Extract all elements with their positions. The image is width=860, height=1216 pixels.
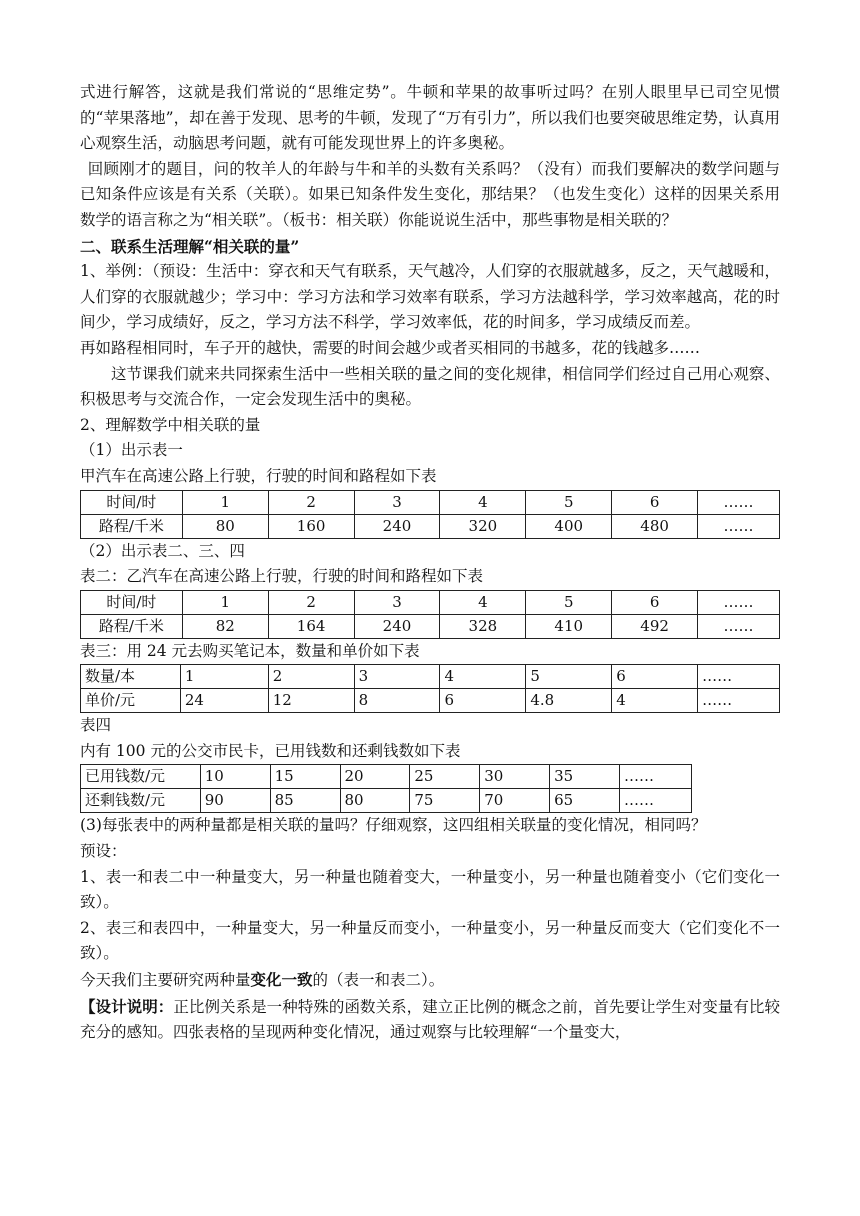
table-cell: 6: [612, 490, 698, 514]
table-1: [80, 490, 780, 539]
table-cell: ……: [698, 614, 780, 638]
table-cell: 70: [480, 789, 550, 813]
table-cell: 4: [440, 665, 526, 689]
table-cell: 3: [354, 490, 440, 514]
table-cell: 5: [526, 665, 612, 689]
table-cell: 24: [180, 689, 268, 713]
document-page: [80, 80, 780, 1046]
table-cell: ……: [698, 689, 780, 713]
table-cell: 400: [526, 514, 612, 538]
table-cell: 25: [410, 765, 480, 789]
table-cell: 1: [180, 665, 268, 689]
table-cell: 240: [354, 614, 440, 638]
table-cell: ……: [698, 665, 780, 689]
table-cell: 20: [340, 765, 410, 789]
table-cell: 480: [612, 514, 698, 538]
table-cell: 3: [354, 590, 440, 614]
table-cell: 4: [440, 490, 526, 514]
paragraph-preset: 预设：: [80, 842, 127, 861]
table4-caption: 内有 100 元的公交市民卡，已用钱数和还剩钱数如下表: [80, 741, 461, 760]
table-cell: 240: [354, 514, 440, 538]
today-text-pre: 今天我们主要研究两种量: [80, 971, 251, 990]
table3-caption: 表三：用 24 元去购买笔记本，数量和单价如下表: [80, 641, 420, 660]
design-note-label: 【设计说明：: [80, 996, 174, 1016]
table4-label: 表四: [80, 716, 112, 735]
table-cell: 3: [354, 665, 440, 689]
today-text-post: 的（表一和表二）。: [312, 971, 445, 990]
paragraph-design-note: [80, 994, 780, 1046]
paragraph-question: (3)每张表中的两种量都是相关联的量吗？仔细观察，这四组相关联量的变化情况，相同吗？: [80, 816, 707, 835]
table-row: [81, 765, 692, 789]
table-cell: 492: [612, 614, 698, 638]
table-cell: 6: [612, 665, 698, 689]
table-3: [80, 664, 780, 713]
paragraph-more-examples: 再如路程相同时，车子开的越快，需要的时间会越少或者买相同的书越多，花的钱越多……: [80, 338, 701, 357]
table-cell: 160: [268, 514, 354, 538]
table-row: [81, 789, 692, 813]
table-cell: 4: [612, 689, 698, 713]
table-cell: 12: [268, 689, 354, 713]
table-cell: 15: [270, 765, 340, 789]
table-cell: 4.8: [526, 689, 612, 713]
table-cell: 320: [440, 514, 526, 538]
table-cell: 80: [340, 789, 410, 813]
table-2: [80, 590, 780, 639]
paragraph-preset-2: 2、表三和表四中，一种量变大，另一种量反而变小，一种量变小，另一种量反而变大（它们变化不一致）。: [80, 918, 780, 963]
paragraph-preset-1: 1、表一和表二中一种量变大，另一种量也随着变大，一种量变小，另一种量也随着变小（它们变化一致）。: [80, 867, 780, 912]
table2-caption: 表二：乙汽车在高速公路上行驶，行驶的时间和路程如下表: [80, 567, 484, 586]
table-cell: ……: [620, 765, 692, 789]
table-row: [81, 614, 780, 638]
table-cell: 已用钱数/元: [81, 765, 201, 789]
paragraph-today: [80, 967, 780, 994]
paragraph-examples: 1、举例：（预设：生活中：穿衣和天气有联系，天气越冷，人们穿的衣服就越多，反之，天气越暖和，人们穿的衣服就越少；学习中：学习方法和学习效率有联系，学习方法越科学，学习效率越高，花的时间少，学习成绩好，反之，学习方法不科学，学习效率低，花的时间多，学习成绩反而差。: [80, 262, 780, 332]
table-cell: 2: [268, 490, 354, 514]
table-cell: 410: [526, 614, 612, 638]
table-cell: 单价/元: [81, 689, 181, 713]
paragraph-show-tables: （2）出示表二、三、四: [80, 541, 245, 560]
table-cell: 还剩钱数/元: [81, 789, 201, 813]
paragraph-review: 回顾刚才的题目，问的牧羊人的年龄与牛和羊的头数有关系吗？（没有）而我们要解决的数学问题与已知条件应该是有关系（关联）。如果已知条件发生变化，那结果？（也发生变化）这样的因果关系用数学的语言称之为“相关联”。（板书：相关联）你能说说生活中，那些事物是相关联的？: [80, 159, 780, 229]
today-text-bold: 变化一致: [250, 970, 313, 990]
table-cell: 328: [440, 614, 526, 638]
table-cell: 2: [268, 590, 354, 614]
table-cell: 时间/时: [81, 590, 183, 614]
table-row: [81, 689, 780, 713]
table-cell: 8: [354, 689, 440, 713]
table-cell: ……: [698, 514, 780, 538]
table-cell: 80: [182, 514, 268, 538]
table-row: [81, 490, 780, 514]
table-4: [80, 764, 692, 813]
table-cell: 65: [550, 789, 620, 813]
table-cell: 82: [182, 614, 268, 638]
table-cell: 75: [410, 789, 480, 813]
table-cell: 1: [182, 590, 268, 614]
paragraph-thinking-set: 式进行解答，这就是我们常说的“思维定势”。牛顿和苹果的故事听过吗？在别人眼里早已司空见惯的“苹果落地”，却在善于发现、思考的牛顿，发现了“万有引力”，所以我们也要突破思维定势，认真用心观察生活，动脑思考问题，就有可能发现世界上的许多奥秘。: [80, 83, 780, 153]
table-cell: 5: [526, 490, 612, 514]
table-row: [81, 514, 780, 538]
table-cell: 路程/千米: [81, 614, 183, 638]
table-cell: 35: [550, 765, 620, 789]
table-cell: 4: [440, 590, 526, 614]
table-cell: 1: [182, 490, 268, 514]
table-row: [81, 665, 780, 689]
table-cell: 85: [270, 789, 340, 813]
table-cell: 164: [268, 614, 354, 638]
table-cell: 数量/本: [81, 665, 181, 689]
paragraph-understand: 2、理解数学中相关联的量: [80, 415, 261, 434]
table-cell: 2: [268, 665, 354, 689]
table-cell: 10: [200, 765, 270, 789]
table-row: [81, 590, 780, 614]
table-cell: ……: [698, 590, 780, 614]
table1-caption: 甲汽车在高速公路上行驶，行驶的时间和路程如下表: [80, 466, 437, 485]
table-cell: 6: [440, 689, 526, 713]
paragraph-lesson-intro: 这节课我们就来共同探索生活中一些相关联的量之间的变化规律，相信同学们经过自己用心观察、积极思考与交流合作，一定会发现生活中的奥秘。: [80, 364, 780, 409]
table-cell: 90: [200, 789, 270, 813]
table-cell: 时间/时: [81, 490, 183, 514]
section-heading-2: 二、联系生活理解“相关联的量”: [80, 236, 300, 256]
table-cell: 路程/千米: [81, 514, 183, 538]
table-cell: 30: [480, 765, 550, 789]
table-cell: 6: [612, 590, 698, 614]
table-cell: ……: [620, 789, 692, 813]
design-note-text: 正比例关系是一种特殊的函数关系，建立正比例的概念之前，首先要让学生对变量有比较充分的感知。四张表格的呈现两种变化情况，通过观察与比较理解“一个量变大，: [80, 997, 780, 1042]
table-cell: ……: [698, 490, 780, 514]
paragraph-show-table1: （1）出示表一: [80, 441, 183, 460]
table-cell: 5: [526, 590, 612, 614]
